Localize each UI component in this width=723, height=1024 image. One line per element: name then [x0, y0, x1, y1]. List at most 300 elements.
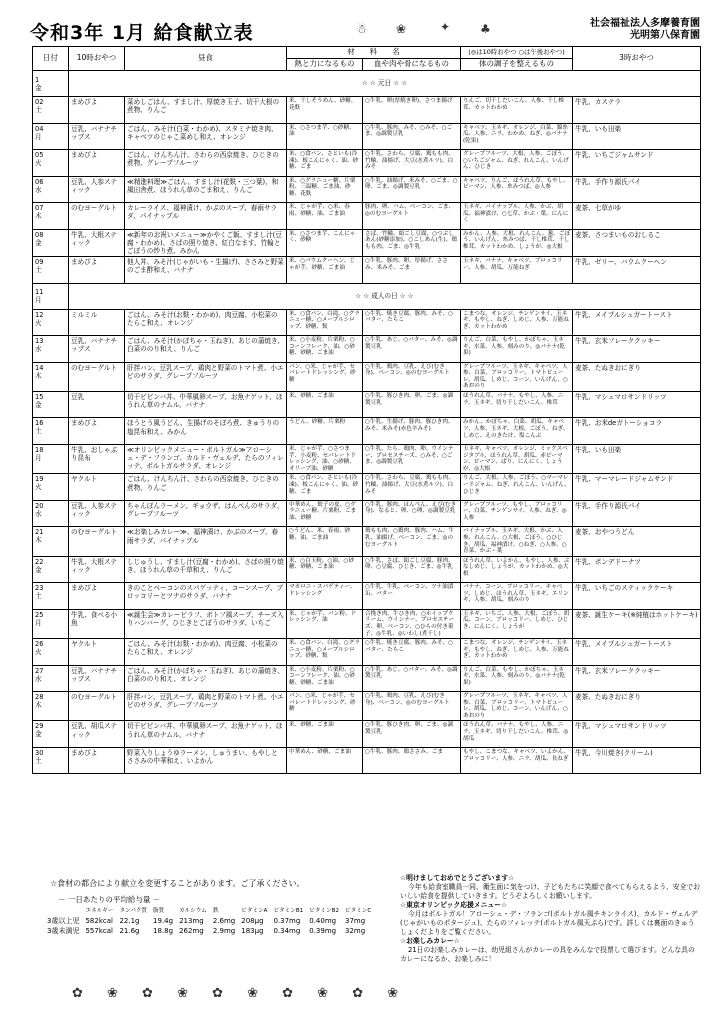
am-snack-cell: 豆乳、人参スティック [69, 176, 125, 203]
date-cell [33, 583, 69, 610]
nutrition-cell: 32mg [345, 927, 366, 935]
vitamin-foods-cell: ほうれん草、いよかん、もやし、人参、ぶなしめじ、しょうが、カットわかめ、◎大根 [461, 556, 573, 583]
date-weekday: 土 [35, 266, 42, 275]
change-notice: ☆食材の都合により献立を変更することがあります。ご了承ください。 [50, 879, 305, 888]
note-olympic-body: 今月はポルトガル！アローシュ・デ・フランゴ(ポルトガル風チキンライス)、カルド・ヴェルデ(じゃがいものポタージュ)、たらのフィレッテ(ポルトガル風天ぷら)です。詳しくは裏面のきゅうしょくだよりをご覧ください。 [400, 910, 698, 936]
nutrition-cell: 3歳未満児 [47, 927, 80, 935]
date-day: 22 [35, 557, 44, 566]
column-header-materials: 材 料 名 [287, 47, 461, 59]
energy-foods-cell: 米、○バウムクーヘン、じゃが芋、砂糖、ごま油 [287, 257, 363, 284]
pm-snack-cell: 牛乳、カステラ [573, 97, 701, 124]
menu-row [33, 336, 701, 363]
date-cell [33, 71, 69, 97]
protein-foods-cell: 合挽き肉、牛ひき肉、○ホイップクリーム、ウインナー、プロセスチーズ、卵、ベーコン、○ひらの付き菓子、◎牛乳、◎いわし(煮干し) [363, 609, 461, 638]
protein-foods-cell: ○牛乳、豚肉、鶏ささみ、ごま [363, 747, 461, 774]
protein-foods-cell: ○牛乳、生揚げ、豚肉、豚ひき肉、みそ、米みそ(赤色辛みそ) [363, 418, 461, 445]
nutrition-table [44, 906, 374, 936]
energy-foods-cell: 米、砂糖、ごま油 [287, 391, 363, 418]
vitamin-foods-cell: りんご、大根、人参、ごぼう、○マーマレードジャム、ねぎ、れんこん、いんげん、ひじき [461, 474, 573, 501]
protein-foods-cell: ○牛乳、豚ひき肉、卵、ごま、◎調製豆乳 [363, 391, 461, 418]
lunch-cell: ≪精進料理≫ごはん、すまし汁(花麩・三つ葉)、和風田舎煮、ほうれん草のごま和え、りんご [125, 176, 287, 203]
nutrition-cell: 19.4g [153, 917, 174, 925]
lunch-cell: ごはん、みそ汁(かぼちゃ・玉ねぎ)、あじの蒲焼き、白菜ののり和え、りんご [125, 336, 287, 363]
date-cell [33, 747, 69, 774]
date-weekday: 月 [35, 618, 42, 627]
am-snack-cell: 豆乳、人参スティック [69, 500, 125, 527]
protein-foods-cell: さば、竹輪、絹ごし豆腐、○つぶしあん(砂糖添加)、○こしあん(生)、鶏もも肉、ごま、◎牛乳 [363, 229, 461, 257]
protein-foods-cell: ○牛乳、さば、絹ごし豆腐、豚肉、卵、○豆腐、ひじき、ごま、◎牛乳 [363, 556, 461, 583]
date-weekday: 水 [35, 674, 42, 683]
lunch-cell: ごはん、けんちん汁、さわらの西京焼き、ひじきの煮物、りんご [125, 474, 287, 501]
energy-foods-cell: 中華めん、砂糖、ごま油 [287, 747, 363, 774]
am-snack-cell: のむヨーグルト [69, 692, 125, 721]
energy-foods-cell: 米、○小麦粉、片栗粉、○コーンフレーク、油、○砂糖、砂糖、ごま油 [287, 336, 363, 363]
date-day: 28 [35, 693, 44, 702]
vitamin-foods-cell: パイナップル、玉ネギ、大根、かぶ、人参、れんこん、○大根、ごぼう、○ひじき、胡瓜、福神漬け、○ねぎ、○人参、○青菜、かぶ・葉 [461, 527, 573, 556]
date-day: 25 [35, 610, 44, 619]
date-day: 30 [35, 748, 44, 757]
energy-foods-cell: 米、干しそうめん、砂糖、花麩 [287, 97, 363, 124]
date-cell [33, 150, 69, 177]
lunch-cell: 菜めしごはん、すまし汁、厚焼き玉子、切干大根の煮物、りんご [125, 97, 287, 124]
am-snack-cell: ヤクルト [69, 639, 125, 666]
date-weekday: 水 [35, 509, 42, 518]
date-weekday: 土 [35, 106, 42, 114]
lunch-cell: 切干ビビンバ丼、中華風卵スープ、お魚ナゲット、ほうれん草のナムル、バナナ [125, 721, 287, 748]
nutrition-cell: 0.39mg [309, 927, 337, 935]
nutrition-cell: 0.37mg [273, 917, 301, 925]
nutrition-header-cell: タンパク質 [119, 908, 148, 914]
date-day: 13 [35, 337, 44, 346]
date-day: 14 [35, 363, 44, 372]
menu-row [33, 583, 701, 610]
date-cell [33, 556, 69, 583]
column-header-vitamin: 体の調子を整えるもの [461, 59, 573, 71]
column-header-date: 日付 [33, 47, 69, 71]
pm-snack-cell: 牛乳、いちごジャムサンド [573, 150, 701, 177]
vitamin-foods-cell: 玉ネギ、バナナ、キャベツ、ブロッコリー、人参、胡瓜、万能ねぎ [461, 257, 573, 284]
holiday-row [33, 71, 701, 97]
organization-name [590, 18, 700, 42]
menu-row [33, 474, 701, 501]
date-day: 20 [35, 501, 44, 510]
energy-foods-cell: 米、○白玉粉、○油、○砂糖、砂糖、ごま油 [287, 556, 363, 583]
date-day: 09 [35, 258, 44, 267]
column-header-energy: 熱と力になるもの [287, 59, 363, 71]
vitamin-foods-cell: グレープフルーツ、玉ネギ、キャベツ、人参、白菜、ブロッコリー、トマトピューレ、胡瓜、しめじ、コーン、いんげん、○あおのり [461, 692, 573, 721]
date-cell [33, 500, 69, 527]
date-cell [33, 336, 69, 363]
date-weekday: 月 [35, 296, 42, 305]
date-day: 12 [35, 310, 44, 319]
date-day: 23 [35, 584, 44, 593]
date-weekday: 月 [35, 132, 42, 141]
menu-row [33, 527, 701, 556]
menu-row [33, 639, 701, 666]
nutrition-cell: 213mg [179, 917, 204, 925]
am-snack-cell: 牛乳、おしゃぶり昆布 [69, 444, 125, 473]
date-cell [33, 418, 69, 445]
am-snack-cell: 豆乳、バナナチップス [69, 123, 125, 150]
vitamin-foods-cell: グレープフルーツ、もやし、ブロッコリー、白菜、チンゲンサイ、人参、ねぎ、◎人参 [461, 500, 573, 527]
menu-row [33, 391, 701, 418]
pm-snack-cell: 麦茶、七草がゆ [573, 203, 701, 230]
lunch-cell: ≪オリンピックメニュー・ポルトガル≫アローシュ・デ・フランゴ、カルド・ヴェルデ、たらのフィレッテ、ポルトガルサラダ、オレンジ [125, 444, 287, 473]
pm-snack-cell: 牛乳、マーマレードジャムサンド [573, 474, 701, 501]
nutrition-row [44, 926, 374, 936]
date-weekday: 火 [35, 483, 42, 492]
nutrition-row [44, 916, 374, 926]
date-cell [33, 362, 69, 391]
am-snack-cell: まめぴよ [69, 418, 125, 445]
vitamin-foods-cell: キャベツ、りんご、ほうれん草、もやし、ピーマン、人参、糸みつば、◎人参 [461, 176, 573, 203]
lunch-cell: 肝拌バン、豆乳スープ、鶏肉と野菜のトマト煮、小エビのサラダ、グレープフルーツ [125, 692, 287, 721]
energy-foods-cell: 米、砂糖、ごま油 [287, 721, 363, 748]
nutrition-cell: 208μg [241, 917, 264, 925]
menu-row [33, 418, 701, 445]
pm-snack-cell: 牛乳、メイプルシュガートースト [573, 639, 701, 666]
note-olympic-title: ☆東京オリンピック応援メニュー☆ [400, 901, 508, 909]
lunch-cell: ≪誕生会≫カレーピラフ、ポトフ風スープ、チーズ入りハンバーグ、ひじきとごぼうのサラダ、いちご [125, 609, 287, 638]
column-header-am-snack: 10時おやつ [69, 47, 125, 71]
date-cell [33, 203, 69, 230]
protein-foods-cell: ○牛乳、豚肉、卵、厚揚げ、ささみ、米みそ、ごま [363, 257, 461, 284]
nutrition-cell: 21.6g [119, 927, 140, 935]
date-weekday: 土 [35, 592, 42, 601]
flower-doodle-icon: ❀ [396, 22, 407, 36]
protein-foods-cell: ○牛乳、さわら、豆腐、鶏もも肉、竹輪、油揚げ、大豆(水煮ルツ)、白みそ [363, 474, 461, 501]
menu-row [33, 609, 701, 638]
holiday-label: ☆ ☆ 成人の日 ☆ ☆ [69, 283, 701, 309]
date-day: 16 [35, 419, 44, 428]
date-weekday: 水 [35, 345, 42, 354]
date-day: 06 [35, 177, 44, 186]
energy-foods-cell: 米、○食パン、白滝、○グラニュー糖、○メープルシロップ、砂糖、麩 [287, 309, 363, 336]
energy-foods-cell: 米、じゃが芋、パン粉、ドレッシング、油 [287, 609, 363, 638]
date-day: 05 [35, 151, 44, 159]
date-cell [33, 123, 69, 150]
nutrition-header-cell: ビタミンC [345, 908, 372, 914]
energy-foods-cell: マカロニ・スパゲティー、ドレッシング [287, 583, 363, 610]
date-weekday: 金 [35, 565, 42, 574]
menu-row [33, 309, 701, 336]
date-day: 18 [35, 445, 44, 454]
vitamin-foods-cell: みかん、人参、大根、れんこん、葱、ごぼう、いんげん、糸みつば、干し椎茸、干し椎茸、カットわかめ、しょうが、◎大根 [461, 229, 573, 257]
vitamin-foods-cell: こまつな、オレンジ、チンゲンサイ、玉ネギ、もやし、ねぎ、しめじ、人参、万能ねぎ、カットわかめ [461, 309, 573, 336]
menu-row [33, 123, 701, 150]
lunch-cell: 他人丼、みそ汁(じゃがいも・生揚げ)、ささみと野菜のごま酢和え、バナナ [125, 257, 287, 284]
date-cell [33, 527, 69, 556]
menu-table-body [33, 71, 701, 774]
vitamin-foods-cell: こまつな、オレンジ、チンゲンサイ、玉ネギ、もやし、ねぎ、しめじ、人参、万能ねぎ、カットわかめ [461, 639, 573, 666]
nutrition-cell: 22.1g [119, 917, 140, 925]
date-cell [33, 474, 69, 501]
lunch-cell: カレーライス、福神漬け、かぶのスープ、春雨サラダ、パイナップル [125, 203, 287, 230]
date-day: 26 [35, 640, 44, 649]
protein-foods-cell: ○牛乳、鶏肉、豆乳、えび(むき身)、ベーコン、◎のむヨーグルト [363, 362, 461, 391]
menu-row [33, 150, 701, 177]
energy-foods-cell: 米、○小麦粉、片栗粉、○コーンフレーク、油、○砂糖、砂糖、ごま油 [287, 665, 363, 692]
date-cell [33, 229, 69, 257]
date-weekday: 火 [35, 159, 42, 167]
am-snack-cell: まめぴよ [69, 747, 125, 774]
am-snack-cell: のむヨーグルト [69, 527, 125, 556]
page-title: 令和3年 1月 給食献立表 [30, 22, 254, 44]
date-cell [33, 609, 69, 638]
date-cell [33, 639, 69, 666]
note-curry-title: ☆お楽しみカレー☆ [400, 937, 460, 945]
menu-row [33, 362, 701, 391]
lunch-cell: 野菜入りしょうゆラーメン、しゅうまい、もやしとささみの中華和え、いよかん [125, 747, 287, 774]
nutrition-header-cell: エネルギー [85, 908, 114, 914]
pm-snack-cell: 麦茶、たぬきおにぎり [573, 692, 701, 721]
am-snack-cell: 牛乳、大根スティック [69, 229, 125, 257]
date-cell [33, 444, 69, 473]
am-snack-cell: ミルミル [69, 309, 125, 336]
date-day: 15 [35, 392, 44, 401]
am-snack-cell: まめぴよ [69, 257, 125, 284]
date-weekday: 木 [35, 701, 42, 710]
lunch-cell: ごはん、みそ汁(白菜・わかめ)、スタミナ焼き肉、キャベツのじゃこ菜めし和え、オレンジ [125, 123, 287, 150]
nutrition-header-cell [44, 906, 82, 916]
organization-line-2: 光明第八保育園 [630, 30, 700, 41]
pm-snack-cell: 牛乳、ポンデドーナツ [573, 556, 701, 583]
date-cell [33, 721, 69, 748]
pm-snack-cell: 牛乳、いちごのスティックケーキ [573, 583, 701, 610]
energy-foods-cell: 米、○食パン、白滝、○グラニュー糖、○メープルシロップ、砂糖、麩 [287, 639, 363, 666]
date-cell [33, 309, 69, 336]
protein-foods-cell: ○牛乳、焼き豆腐、豚肉、みそ、○バター、たらこ [363, 639, 461, 666]
vitamin-foods-cell: もやし、こまつな、キャベツ、いよかん、ブロッコリー、人参、ニラ、胡瓜、長ねぎ [461, 747, 573, 774]
protein-foods-cell: ○牛乳、豚肉、はんぺん、えび(むき身)、なると、卵、○卵、◎調製豆乳 [363, 500, 461, 527]
energy-foods-cell: ○うどん、米、春雨、砂糖、油、ごま油 [287, 527, 363, 556]
lunch-cell: ごはん、みそ汁(お麩・わかめ)、肉豆腐、小松菜のたらこ和え、オレンジ [125, 309, 287, 336]
date-day: 11 [35, 288, 44, 297]
footer-doodles-icon: ✿ ❀ ✿ ❀ ✿ ❀ ✿ ❀ ✿ ❀ [72, 986, 409, 1001]
nutrition-cell: 582kcal [85, 917, 113, 925]
energy-foods-cell: 米、○さつま芋、○砂糖、油 [287, 123, 363, 150]
lunch-cell: きのことベーコンのスパゲッティ、コーンスープ、ブロッコリーとツナのサラダ、バナナ [125, 583, 287, 610]
pm-snack-cell: 牛乳、メイプルシュガートースト [573, 309, 701, 336]
column-header-lunch: 昼食 [125, 47, 287, 71]
date-day: 04 [35, 124, 44, 133]
am-snack-cell: ヤクルト [69, 474, 125, 501]
date-cell [33, 692, 69, 721]
pm-snack-cell: 麦茶、さつまいものおしるこ [573, 229, 701, 257]
energy-foods-cell: パン、○米、じゃが芋、セパレートドレッシング、砂糖 [287, 692, 363, 721]
protein-foods-cell: ○牛乳、油揚げ、米みそ、○ごま、○卵、ごま、◎調製豆乳 [363, 176, 461, 203]
nutrition-cell: 2.9mg [212, 927, 236, 935]
am-snack-cell: まめぴよ [69, 97, 125, 124]
am-snack-cell: 牛乳、食べる小魚 [69, 609, 125, 638]
date-weekday: 木 [35, 212, 42, 220]
nutrition-table-body [44, 906, 374, 936]
vitamin-foods-cell: 玉ネギ、キャベツ、オレンジ、ミックスベジタブル、ほうれん草、胡瓜、赤ピーマン、ピーマン、ぱり、にんにく、しょうが、◎大根 [461, 444, 573, 473]
nutrition-header-cell: 脂質 [153, 908, 165, 914]
date-day: 07 [35, 204, 44, 212]
date-day: 19 [35, 475, 44, 484]
pm-snack-cell: 牛乳、手作り源氏パイ [573, 176, 701, 203]
energy-foods-cell: 米、○さつま芋、こんにゃく、砂糖 [287, 229, 363, 257]
pm-snack-cell: 牛乳、マシュマロサンドリッツ [573, 721, 701, 748]
date-cell [33, 391, 69, 418]
energy-foods-cell: 中華めん、餃子の皮、○グラニュー糖、片栗粉、ごま油、砂糖 [287, 500, 363, 527]
nutrition-cell: 18.8g [153, 927, 174, 935]
menu-row [33, 747, 701, 774]
note-new-year-body: 今年も給食室職員一同、衛生面に気をつけ、子どもたちに笑顔で食べてもらえるよう、安全でおいしい給食を提供していきます。どうぞよろしくお願いします。 [400, 883, 700, 900]
energy-foods-cell: 米、○グラニュー糖、片栗粉、三温糖、ごま油、砂糖、花麩 [287, 176, 363, 203]
vitamin-foods-cell: グレープフルーツ、玉ネギ、キャベツ、人参、白菜、ブロッコリー、トマトピューレ、胡瓜、しめじ、コーン、いんげん、○あおのり [461, 362, 573, 391]
menu-row [33, 257, 701, 284]
menu-row [33, 229, 701, 257]
lunch-cell: ごはん、みそ汁(お麩・わかめ)、肉豆腐、小松菜のたらこ和え、オレンジ [125, 639, 287, 666]
am-snack-cell: 豆乳 [69, 391, 125, 418]
nutrition-cell: 2.6mg [212, 917, 236, 925]
protein-foods-cell: 豚肉、卵、ハム、ベーコン、ごま、◎のむヨーグルト [363, 203, 461, 230]
protein-foods-cell: ○牛乳、鶏肉、豆乳、えび(むき身)、ベーコン、◎のむヨーグルト [363, 692, 461, 721]
lunch-cell: ごはん、みそ汁(かぼちゃ・玉ねぎ)、あじの蒲焼き、白菜ののり和え、オレンジ [125, 665, 287, 692]
lunch-cell: ほうとう風うどん、生揚げのそぼろ煮、きゅうりの塩昆布和え、みかん [125, 418, 287, 445]
lunch-cell: ≪お楽しみカレー≫、福神漬け、かぶのスープ、春雨サラダ、パイナップル [125, 527, 287, 556]
pm-snack-cell: 牛乳、ゼリー、バウムクーヘン [573, 257, 701, 284]
nutrition-header-cell: ビタミンB2 [309, 908, 340, 914]
pm-snack-cell: 牛乳、手作り源氏パイ [573, 500, 701, 527]
date-weekday: 水 [35, 185, 42, 194]
date-day: 02 [35, 98, 44, 106]
am-snack-cell: まめぴよ [69, 583, 125, 610]
column-header-pm-snack: 3時おやつ [573, 47, 701, 71]
energy-foods-cell: 米、じゃが芋、○さつま芋、小麦粉、セパレートドレッシング、油、○砂糖、オリーブ油、砂糖 [287, 444, 363, 473]
date-cell [33, 283, 69, 309]
menu-row [33, 97, 701, 124]
nutrition-header-cell: 鉄 [212, 908, 219, 914]
rooster-doodle-icon: ♣ [480, 22, 491, 36]
date-day: 08 [35, 230, 44, 239]
lunch-cell: 肝拌バン、豆乳スープ、鶏肉と野菜のトマト煮、小エビのサラダ、グレープフルーツ [125, 362, 287, 391]
menu-row [33, 444, 701, 473]
pm-snack-cell: 牛乳、玄米フレーククッキー [573, 665, 701, 692]
protein-foods-cell: 鶏もも肉、○鶏肉、豚肉、ハム、牛乳、油揚げ、ベーコン、ごま、◎のむヨーグルト [363, 527, 461, 556]
nutrition-cell: 262mg [179, 927, 204, 935]
energy-foods-cell: 米、○食パン、さといも(冷凍)、板こんにゃく、油、砂糖、ごま [287, 150, 363, 177]
date-cell [33, 176, 69, 203]
menu-row [33, 203, 701, 230]
menu-table [32, 46, 701, 774]
snowman-doodle-icon: ☃ [356, 22, 367, 36]
nutrition-cell: 0.34mg [273, 927, 301, 935]
vitamin-foods-cell: ほうれん草、バナナ、もやし、人参、ニラ、玉ネギ、切り干しだいこん、椎茸 [461, 391, 573, 418]
notes-panel [400, 874, 700, 964]
date-cell [33, 257, 69, 284]
kite-doodle-icon: ✦ [440, 20, 451, 34]
nutrition-cell: 37mg [345, 917, 366, 925]
pm-snack-cell: 牛乳、今川焼き(クリーム) [573, 747, 701, 774]
am-snack-cell: 豆乳、バナナチップス [69, 336, 125, 363]
am-snack-cell: のむヨーグルト [69, 203, 125, 230]
vitamin-foods-cell: バナナ、コーン、ブロッコリー、キャベツ、しめじ、ほうれん草、玉ネギ、エリンギ、人参、胡瓜、刻みのり [461, 583, 573, 610]
lunch-cell: しじゅうし、すまし汁(豆腐・わかめ)、さばの照り焼き、ほうれん草の千草和え、りんご [125, 556, 287, 583]
pm-snack-cell: 麦茶、たぬきおにぎり [573, 362, 701, 391]
holiday-label: ☆ ☆ 元日 ☆ ☆ [69, 71, 701, 97]
date-day: 29 [35, 722, 44, 731]
date-weekday: 金 [35, 400, 42, 409]
vitamin-foods-cell: りんご、白菜、もやし、かぼちゃ、玉ネギ、水菜、人参、刻みのり、◎バナナ(乾果) [461, 665, 573, 692]
nutrition-header-cell: ビタミンA [241, 908, 268, 914]
note-curry-body: 21日のお楽しみカレーは、幼児組さんがカレーの具をみんなで投票して選びます。どんな具のカレーになるか、お楽しみに！ [400, 946, 695, 963]
am-snack-cell: のむヨーグルト [69, 362, 125, 391]
pm-snack-cell: 牛乳、玄米フレーククッキー [573, 336, 701, 363]
lunch-cell: ≪新年のお祝いメニュー≫かやくご飯、すまし汁(豆腐・わかめ)、さばの照り焼き、紅白なます、竹輪とごぼうの炒り煮、みかん [125, 229, 287, 257]
date-cell [33, 97, 69, 124]
am-snack-cell: まめぴよ [69, 150, 125, 177]
pm-snack-cell: 牛乳、マシュマロサンドリッツ [573, 391, 701, 418]
vitamin-foods-cell: 玉ネギ、いちご、人参、大根、ごぼう、胡瓜、コーン、ブロッコリー、しめじ、ひじき、にんにく、しょうが [461, 609, 573, 638]
protein-foods-cell: ○牛乳、豚肉、みそ、○みそ、○ごま、◎調製豆乳 [363, 123, 461, 150]
date-weekday: 月 [35, 453, 42, 462]
date-day: 27 [35, 666, 44, 675]
nutrition-header-cell: ビタミンB1 [273, 908, 304, 914]
energy-foods-cell: 米、○食パン、さといも(冷凍)、板こんにゃく、油、砂糖、ごま [287, 474, 363, 501]
menu-row [33, 721, 701, 748]
nutrition-cell: 0.40mg [309, 917, 337, 925]
date-day: 1 [35, 75, 40, 84]
date-weekday: 金 [35, 238, 42, 247]
menu-row [33, 500, 701, 527]
menu-row [33, 665, 701, 692]
vitamin-foods-cell: みかん、かぼちゃ、白菜、胡瓜、キャベツ、人参、玉ネギ、大根、ごぼう、ねぎ、しめじ、えのきたけ、塩こんぶ [461, 418, 573, 445]
pm-snack-cell: 牛乳、いも田楽 [573, 123, 701, 150]
vitamin-foods-cell: キャベツ、玉ネギ、オレンジ、白菜、錦糸瓜、人参、ニラ、わかめ、ねぎ、◎バナナ(乾果) [461, 123, 573, 150]
pm-snack-cell: 牛乳、お米deガトーショコラ [573, 418, 701, 445]
date-weekday: 金 [35, 730, 42, 739]
date-weekday: 木 [35, 536, 42, 545]
nutrition-cell: 183μg [241, 927, 264, 935]
nutrition-cell: 557kcal [85, 927, 113, 935]
date-cell [33, 665, 69, 692]
pm-snack-cell: 牛乳、いも田楽 [573, 444, 701, 473]
page-footer [32, 868, 700, 1018]
column-header-protein: 血や肉や骨になるもの [363, 59, 461, 71]
date-weekday: 木 [35, 371, 42, 380]
am-snack-cell: 牛乳、大根スティック [69, 556, 125, 583]
nutrition-header-row [44, 906, 374, 916]
vitamin-foods-cell: グレープフルーツ、大根、人参、ごぼう、○いちごジャム、ねぎ、れんこん、いんげん、ひじき [461, 150, 573, 177]
lunch-cell: 切干ビビンバ丼、中華風卵スープ、お魚ナゲット、ほうれん草のナムル、バナナ [125, 391, 287, 418]
energy-foods-cell: パン、○米、じゃが芋、セパレートドレッシング、砂糖 [287, 362, 363, 391]
date-weekday: 金 [35, 83, 42, 92]
menu-row [33, 176, 701, 203]
energy-foods-cell: 米、じゃが芋、○米、春雨、砂糖、油、ごま油 [287, 203, 363, 230]
nutrition-average-title: － 一日あたりの平均給与量 － [58, 895, 161, 904]
protein-foods-cell: ○牛乳、あじ、○バター、みそ、◎調製豆乳 [363, 665, 461, 692]
vitamin-foods-cell: ほうれん草、バナナ、もやし、人参、ニラ、玉ネギ、切り干しだいこん、椎茸、◎胡瓜 [461, 721, 573, 748]
am-snack-cell: 豆乳、バナナチップス [69, 665, 125, 692]
nutrition-header-cell: カルシウム [179, 908, 207, 914]
vitamin-foods-cell: りんご、切干しだいこん、人参、干し椎茸、カットわかめ [461, 97, 573, 124]
vitamin-foods-cell: りんご、白菜、もやし、かぼちゃ、玉ネギ、水菜、人参、刻みのり、◎バナナ(乾果) [461, 336, 573, 363]
energy-foods-cell: うどん、砂糖、片栗粉 [287, 418, 363, 445]
note-new-year-title: ☆明けましておめでとうございます☆ [400, 874, 515, 882]
am-snack-cell: 豆乳、胡瓜スティック [69, 721, 125, 748]
lunch-cell: ごはん、けんちん汁、さわらの西京焼き、ひじきの煮物、グレープフルーツ [125, 150, 287, 177]
protein-foods-cell: ○牛乳、たら、鶏肉、卵、ウインナー、プロセスチーズ、○みそ、○ごま、◎調製豆乳 [363, 444, 461, 473]
protein-foods-cell: ○牛乳、牛乳、ベーコン、ツナ油漬缶、バター [363, 583, 461, 610]
pm-snack-cell: 麦茶、おやつうどん [573, 527, 701, 556]
lunch-cell: ちゃんぽんラーメン、ギョウザ、はんぺんのサラダ、グレープフルーツ [125, 500, 287, 527]
protein-foods-cell: ○牛乳、あじ、○バター、みそ、◎調製豆乳 [363, 336, 461, 363]
vitamin-foods-cell: 玉ネギ、パイナップル、人参、かぶ、胡瓜、福神漬け、○七草、かぶ・葉、にんにく [461, 203, 573, 230]
date-weekday: 火 [35, 318, 42, 327]
